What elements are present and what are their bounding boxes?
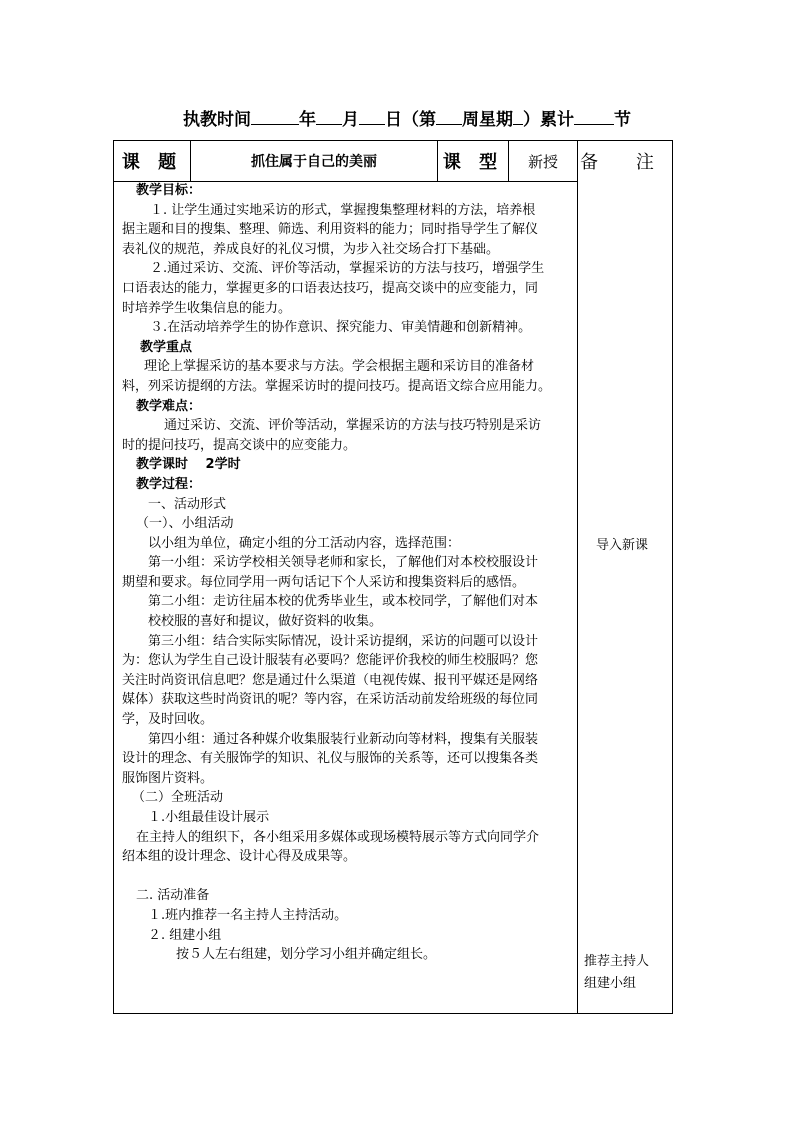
content-line: 通过采访、交流、评价等活动，掌握采访的方法与技巧特别是采访 xyxy=(164,418,542,434)
type-label: 课 型 xyxy=(442,152,504,173)
blank-cumulative[interactable] xyxy=(574,106,614,125)
remark-intro-new-lesson: 导入新课 xyxy=(596,538,649,553)
content-line: 绍本组的设计理念、设计心得及成果等。 xyxy=(122,849,357,865)
content-line: 口语表达的能力，掌握更多的口语表达技巧，提高交谈中的应变能力，同 xyxy=(122,280,539,296)
content-line: １.小组最佳设计展示 xyxy=(148,810,270,825)
type-value: 新授 xyxy=(527,152,558,171)
header-day: 日（第 xyxy=(385,110,436,130)
content-line: ３.在活动培养学生的协作意识、探究能力、审美情趣和创新精神。 xyxy=(150,320,532,336)
content-line: １. 让学生通过实地采访的形式，掌握搜集整理材料的方法，培养根 xyxy=(150,202,536,218)
content-line: 一、活动形式 xyxy=(148,496,227,512)
header-month: 月 xyxy=(342,110,359,130)
content-line: 在主持人的组织下，各小组采用多媒体或现场模特展示等方式向同学介 xyxy=(136,829,540,845)
content-line: 设计的理念、有关服饰学的知识、礼仪与服饰的关系等，还可以搜集各类 xyxy=(122,751,539,767)
content-line: 第三小组：结合实际实际情况，设计采访提纲，采访的问题可以设计 xyxy=(148,633,539,649)
content-line: 教学课时 2学时 xyxy=(136,457,241,473)
content-line: 第二小组：走访往届本校的优秀毕业生，或本校同学，了解他们对本 xyxy=(148,594,539,610)
content-line: ２.通过采访、交流、评价等活动，掌握采访的方法与技巧，增强学生 xyxy=(150,261,545,277)
content-line: （二）全班活动 xyxy=(132,790,224,806)
blank-month[interactable] xyxy=(316,106,342,125)
content-line: 表礼仪的规范，养成良好的礼仪习惯，为步入社交场合打下基础。 xyxy=(122,241,500,257)
content-line: 以小组为单位，确定小组的分工活动内容，选择范围： xyxy=(148,535,461,551)
blank-week[interactable] xyxy=(436,106,462,125)
content-line: 教学重点 xyxy=(140,339,193,355)
content-line: 服饰图片资料。 xyxy=(122,770,214,786)
content-line: 校校服的喜好和提议，做好资料的收集。 xyxy=(148,614,383,630)
content-line: 二. 活动准备 xyxy=(136,888,210,904)
content-line: 期望和要求。每位同学用一两句话记下个人采访和搜集资料后的感悟。 xyxy=(122,574,526,590)
content-line: 教学过程： xyxy=(136,476,202,492)
content-line: 教学目标： xyxy=(136,183,202,198)
remarks-label: 备 注 xyxy=(580,152,670,173)
lesson-content xyxy=(114,181,578,965)
content-line: １.班内推荐一名主持人主持活动。 xyxy=(148,907,348,923)
content-line: 关注时尚资讯信息吧？您是通过什么渠道（电视传媒、报刊平媒还是网络 xyxy=(122,672,539,688)
remark-form-groups: 组建小组 xyxy=(584,976,637,991)
header-period: 节 xyxy=(614,110,631,130)
blank-weekday[interactable] xyxy=(513,106,523,125)
header-teaching-time: 执教时间 xyxy=(183,110,251,130)
content-line: 料，列采访提纲的方法。掌握采访时的提问技巧。提高语文综合应用能力。 xyxy=(122,378,552,394)
content-line: 理论上掌握采访的基本要求与方法。学会根据主题和采访目的准备材 xyxy=(144,359,535,375)
lesson-plan-table xyxy=(113,140,673,1014)
topic-label: 课 题 xyxy=(121,152,183,173)
content-line: 第四小组：通过各种媒介收集服装行业新动向等材料，搜集有关服装 xyxy=(148,731,539,747)
header-year: 年 xyxy=(299,110,316,130)
content-line: ２. 组建小组 xyxy=(148,927,222,943)
content-line: 时的提问技巧，提高交谈中的应变能力。 xyxy=(122,437,357,453)
schedule-header xyxy=(183,106,631,132)
remark-recommend-host: 推荐主持人 xyxy=(584,954,650,969)
content-line xyxy=(114,867,578,887)
content-line: （一）、小组活动 xyxy=(136,516,234,532)
content-line: 为：您认为学生自己设计服装有必要吗？您能评价我校的师生校服吗？您 xyxy=(122,653,539,669)
content-line: 第一小组：采访学校相关领导老师和家长，了解他们对本校校服设计 xyxy=(148,555,539,571)
content-line: 时培养学生收集信息的能力。 xyxy=(122,300,292,316)
content-line: 媒体）获取这些时尚资讯的呢？等内容，在采访活动前发给班级的每位同 xyxy=(122,692,539,708)
blank-day[interactable] xyxy=(359,106,385,125)
blank-year[interactable] xyxy=(251,106,299,125)
content-line: 据主题和目的搜集、整理、筛选、利用资料的能力；同时指导学生了解仪 xyxy=(122,222,539,238)
topic-value: 抓住属于自己的美丽 xyxy=(251,154,377,170)
header-cumulative: ）累计 xyxy=(523,110,574,130)
header-weekday: 周星期 xyxy=(462,110,513,130)
content-line: 教学难点： xyxy=(136,398,202,414)
content-line: 按５人左右组建，划分学习小组并确定组长。 xyxy=(176,947,437,963)
content-line: 学，及时回收。 xyxy=(122,712,214,728)
